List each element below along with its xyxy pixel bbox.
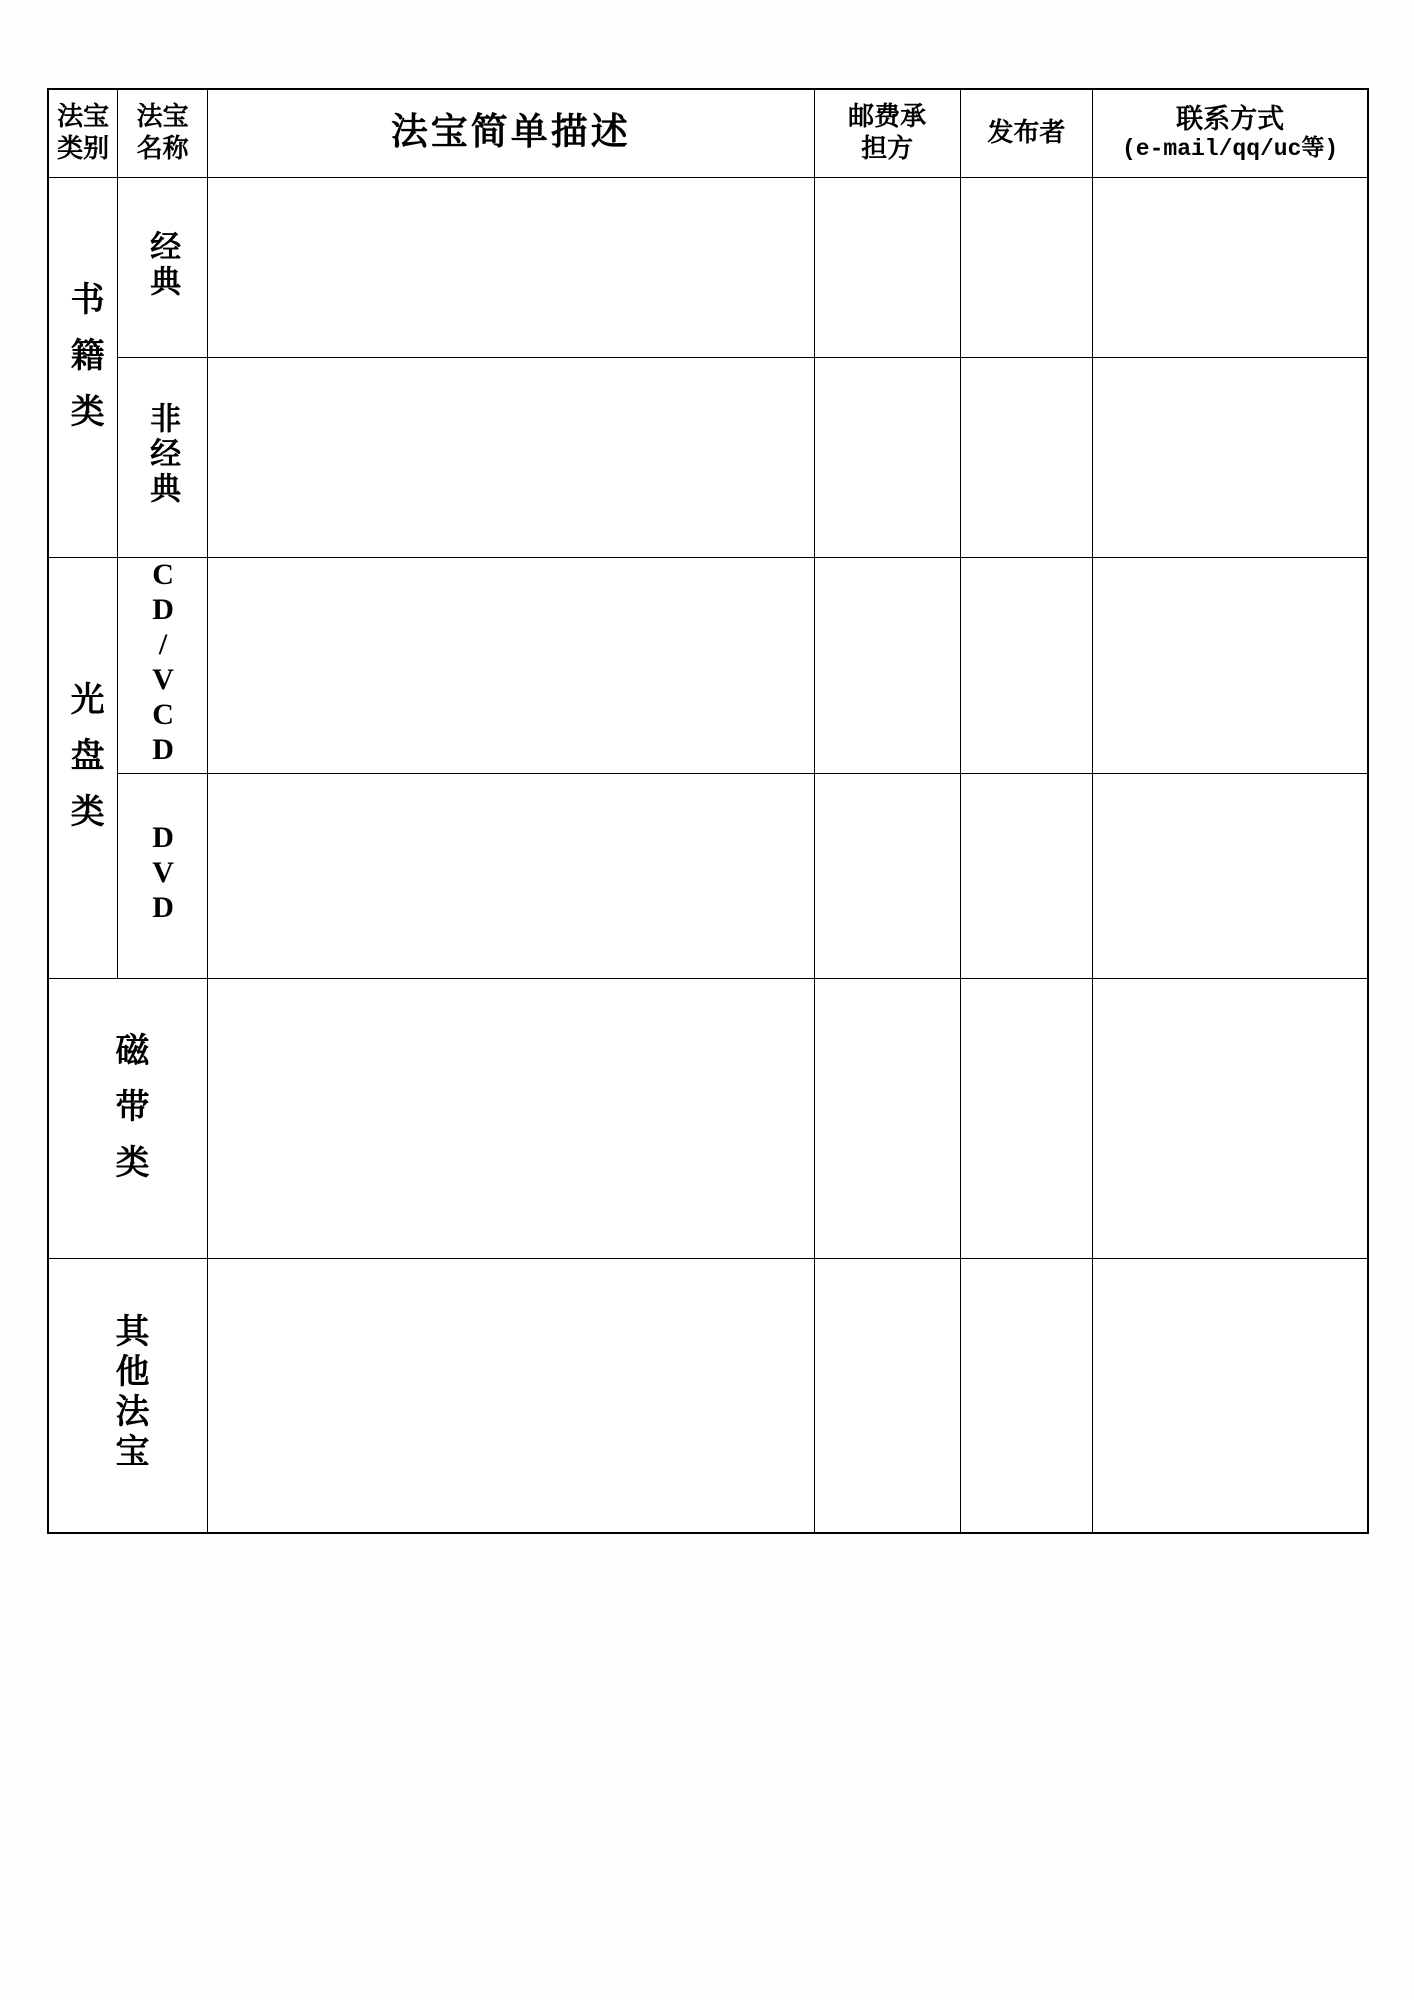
table-row [48,177,1368,357]
category-label-other: 其他法宝 [110,1312,147,1473]
publisher-cell[interactable] [960,773,1093,978]
category-label-tapes: 磁带类 [110,1031,147,1200]
header-category-line2: 类别 [57,134,110,164]
header-name [118,89,208,177]
table-row [48,357,1368,557]
description-cell[interactable] [208,1258,815,1533]
subtype-label-classic: 经典 [145,229,181,300]
postage-cell[interactable] [814,177,960,357]
table-row [48,1258,1368,1533]
subtype-label-cdvcd: CD/VCD [146,557,180,768]
table-row [48,557,1368,773]
subtype-cell-nonclassic [118,357,208,557]
category-cell-books [48,177,118,557]
table-row [48,773,1368,978]
header-name-line1: 法宝 [136,102,189,132]
header-postage-line1: 邮费承 [848,102,927,132]
header-category-line1: 法宝 [57,102,110,132]
dharma-items-table [47,88,1369,1534]
subtype-cell-dvd [118,773,208,978]
header-contact-main: 联系方式 [1176,103,1285,134]
publisher-cell[interactable] [960,357,1093,557]
header-postage [814,89,960,177]
publisher-cell[interactable] [960,177,1093,357]
table-header-row [48,89,1368,177]
contact-cell[interactable] [1093,357,1368,557]
subtype-label-nonclassic: 非经典 [145,402,181,507]
contact-cell[interactable] [1093,177,1368,357]
postage-cell[interactable] [814,557,960,773]
description-cell[interactable] [208,177,815,357]
header-name-line2: 名称 [136,134,189,164]
category-cell-discs [48,557,118,978]
header-category [48,89,118,177]
postage-cell[interactable] [814,978,960,1258]
contact-cell[interactable] [1093,773,1368,978]
contact-cell[interactable] [1093,557,1368,773]
header-contact [1093,89,1368,177]
header-description [208,89,815,177]
category-label-discs: 光盘类 [65,681,103,849]
contact-cell[interactable] [1093,978,1368,1258]
category-cell-other [48,1258,208,1533]
description-cell[interactable] [208,978,815,1258]
description-cell[interactable] [208,557,815,773]
publisher-cell[interactable] [960,978,1093,1258]
contact-cell[interactable] [1093,1258,1368,1533]
category-label-books: 书籍类 [65,280,103,449]
postage-cell[interactable] [814,773,960,978]
publisher-cell[interactable] [960,557,1093,773]
subtype-label-dvd: DVD [146,820,180,926]
description-cell[interactable] [208,773,815,978]
subtype-cell-classic [118,177,208,357]
header-description-label: 法宝简单描述 [390,112,631,154]
header-publisher [960,89,1093,177]
subtype-cell-cdvcd [118,557,208,773]
header-publisher-label: 发布者 [987,118,1066,148]
header-contact-sub: (e-mail/qq/uc等) [1121,135,1339,162]
description-cell[interactable] [208,357,815,557]
postage-cell[interactable] [814,1258,960,1533]
table-row [48,978,1368,1258]
header-postage-line2: 担方 [861,134,914,164]
publisher-cell[interactable] [960,1258,1093,1533]
category-cell-tapes [48,978,208,1258]
postage-cell[interactable] [814,357,960,557]
